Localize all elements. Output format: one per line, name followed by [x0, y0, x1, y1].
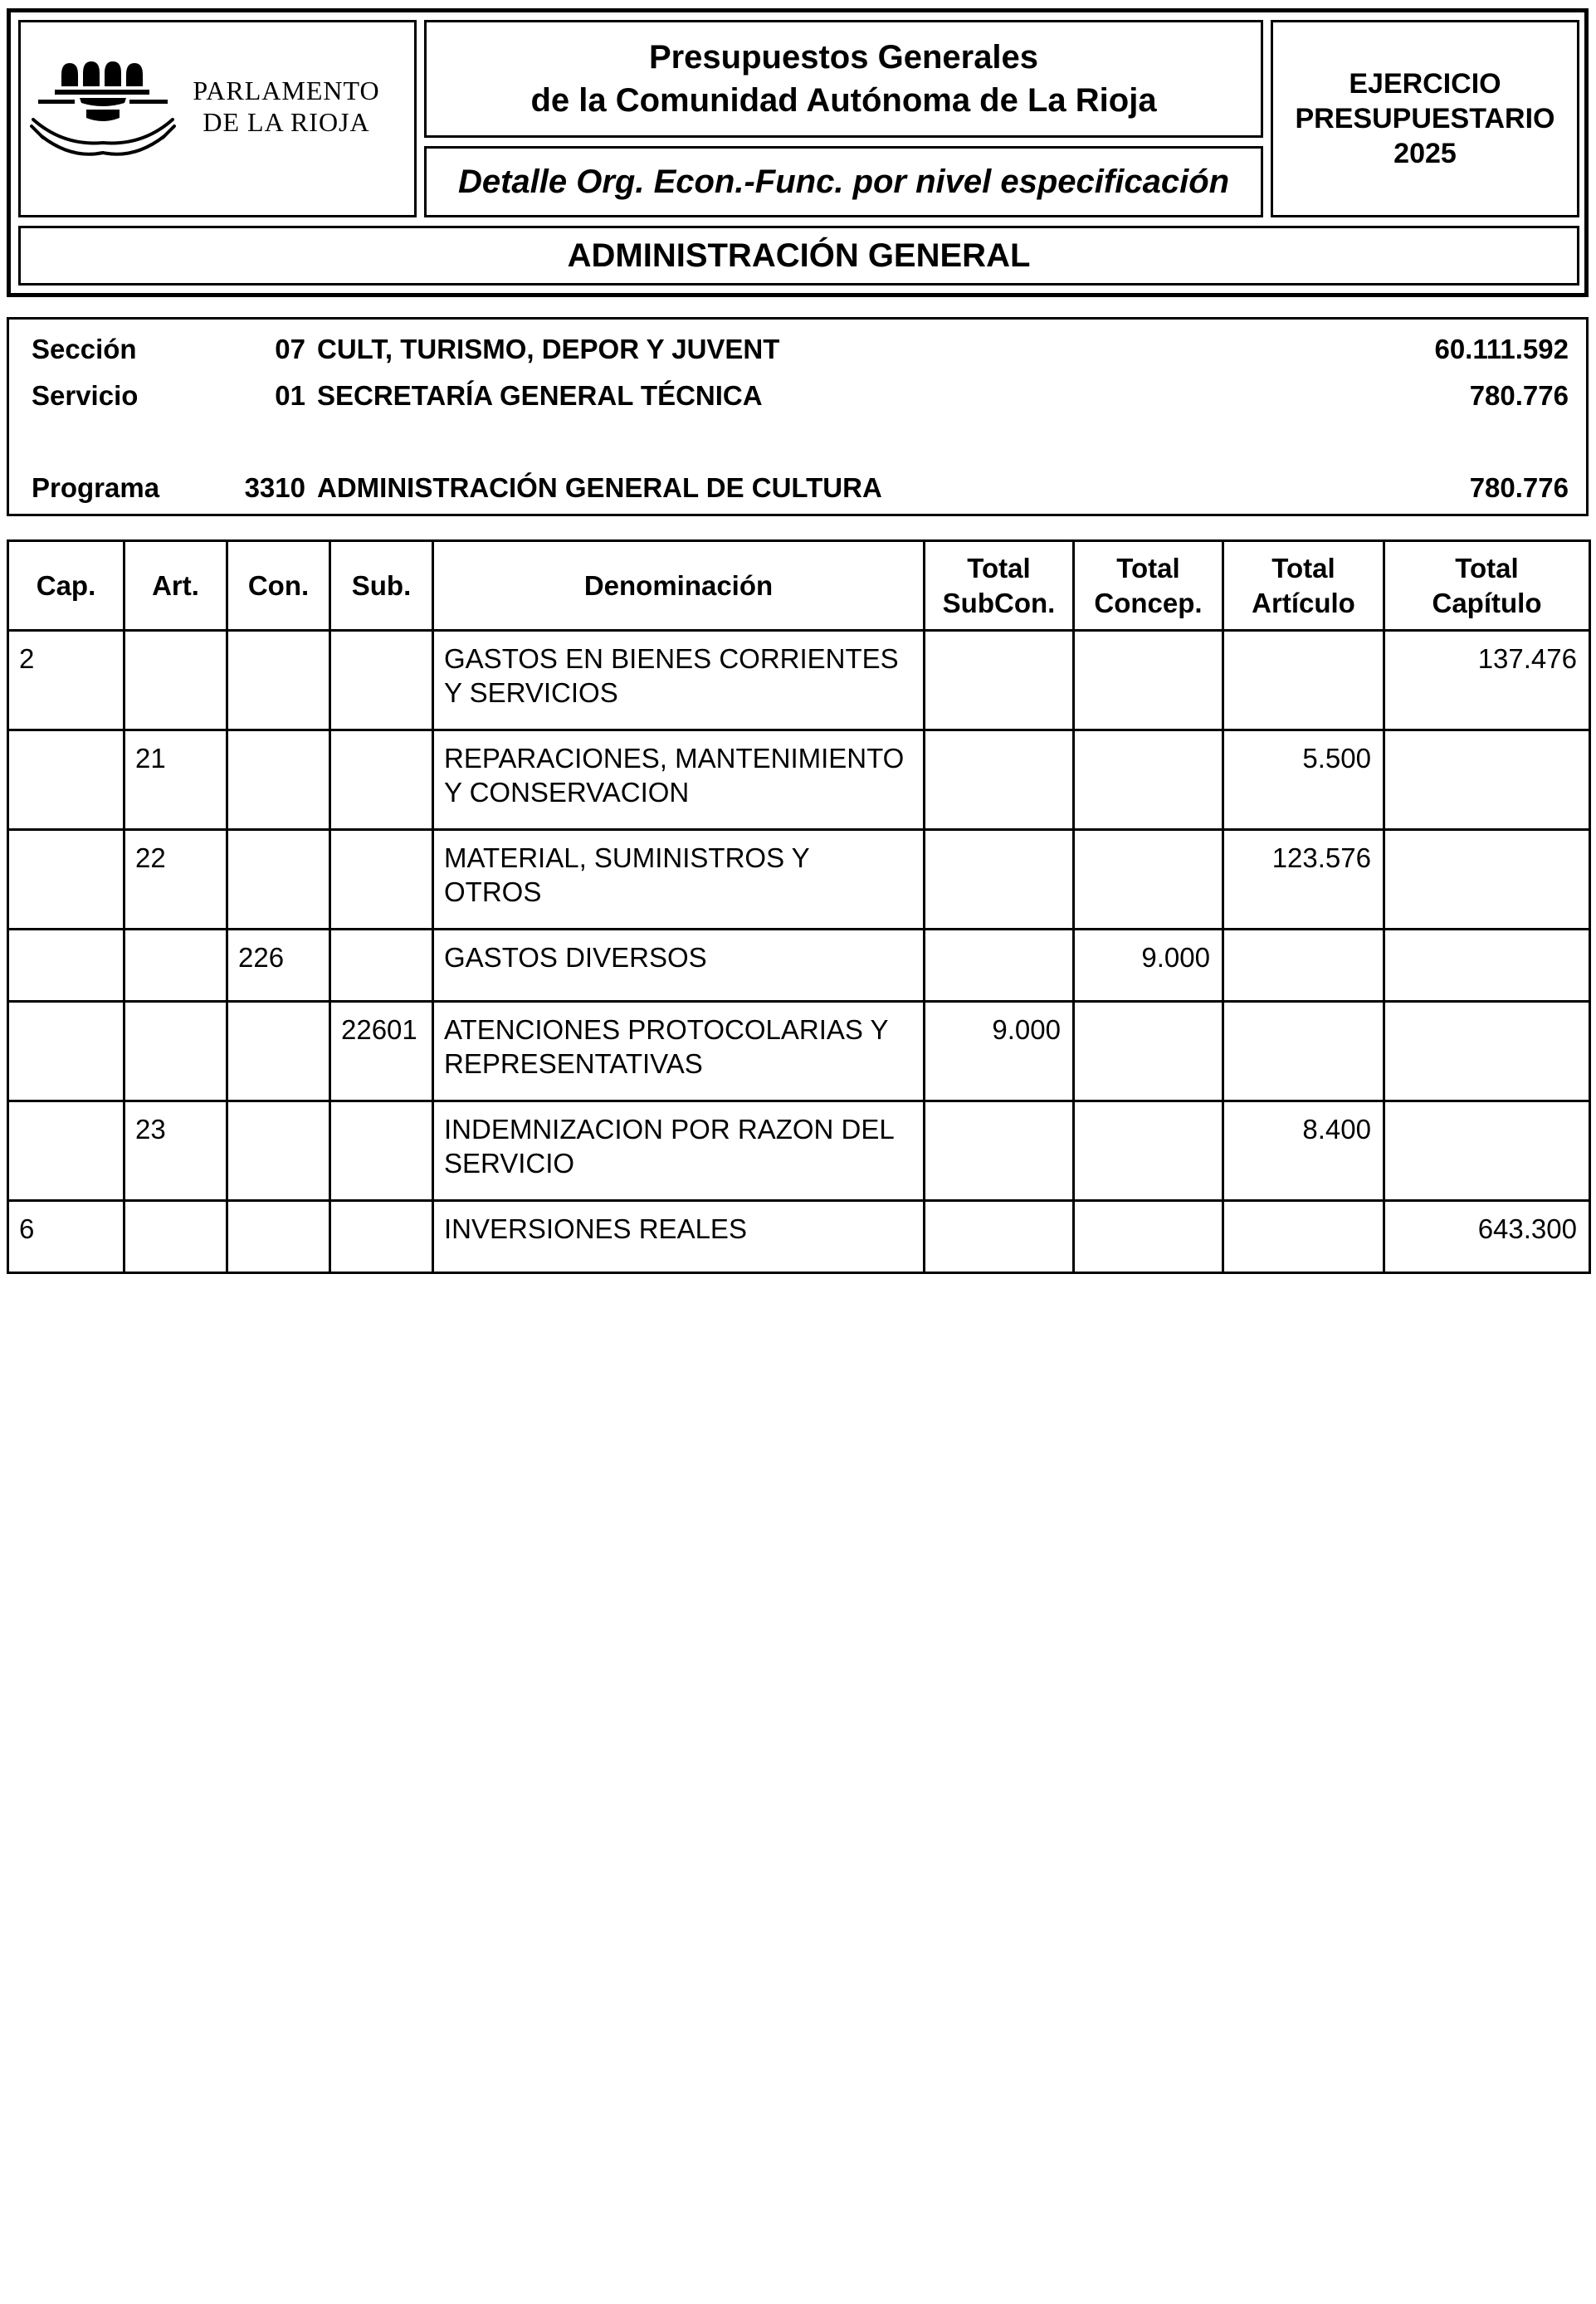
title-line-1: Presupuestos Generales: [648, 39, 1039, 76]
cell-sub: [330, 830, 433, 930]
cell-total-articulo: [1223, 631, 1384, 730]
programa-desc: ADMINISTRACIÓN GENERAL DE CULTURA: [317, 472, 882, 503]
admin-title: ADMINISTRACIÓN GENERAL: [567, 237, 1031, 274]
cell-total-subcon: [925, 631, 1074, 730]
cell-total-concep: 9.000: [1074, 930, 1223, 1002]
cell-denominacion: [433, 930, 925, 1002]
ejercicio-line-2: PRESUPUESTARIO: [1295, 103, 1555, 134]
cell-total-capitulo: [1384, 930, 1590, 1002]
cell-con: [227, 830, 330, 930]
ejercicio-line-1: EJERCICIO: [1349, 68, 1501, 100]
cell-total-subcon: 9.000: [925, 1002, 1074, 1101]
logo-line-1: PARLAMENTO: [193, 76, 380, 105]
table-row: [8, 1201, 1590, 1273]
cell-total-capitulo: 643.300: [1384, 1201, 1590, 1273]
col-header-total-concep-line1: Total: [1116, 552, 1180, 583]
col-header-cap: Cap.: [8, 541, 124, 631]
cell-total-concep: [1074, 730, 1223, 830]
servicio-row: [7, 375, 1589, 417]
cell-total-concep: [1074, 1201, 1223, 1273]
cell-con: [227, 1101, 330, 1201]
col-header-denominacion: Denominación: [433, 541, 925, 631]
col-header-total-articulo-line2: Artículo: [1252, 587, 1355, 618]
cell-art: 21: [124, 730, 227, 830]
col-header-total-capitulo-line1: Total: [1455, 552, 1519, 583]
col-header-total-capitulo: [1384, 541, 1590, 631]
cell-denominacion: [433, 830, 925, 930]
cell-cap: [8, 1101, 124, 1201]
denominacion-line-1: GASTOS DIVERSOS: [444, 942, 707, 973]
cell-total-subcon: [925, 830, 1074, 930]
table-row: [8, 631, 1590, 730]
denominacion-line-2: Y CONSERVACION: [444, 777, 690, 808]
cell-cap: 2: [8, 631, 124, 730]
denominacion-line-2: REPRESENTATIVAS: [444, 1048, 703, 1079]
cell-art: [124, 930, 227, 1002]
programa-label: Programa: [32, 472, 160, 503]
cell-sub: 22601: [330, 1002, 433, 1101]
col-header-total-capitulo-line2: Capítulo: [1432, 587, 1542, 618]
budget-table: [7, 539, 1591, 1274]
cell-con: [227, 1201, 330, 1273]
col-header-total-articulo: [1223, 541, 1384, 631]
denominacion-line-1: REPARACIONES, MANTENIMIENTO: [444, 743, 905, 774]
ejercicio-block: [1271, 20, 1579, 217]
cell-con: [227, 1002, 330, 1101]
cell-total-articulo: [1223, 930, 1384, 1002]
denominacion-line-1: GASTOS EN BIENES CORRIENTES: [444, 643, 899, 674]
cell-sub: [330, 631, 433, 730]
cell-total-capitulo: 137.476: [1384, 631, 1590, 730]
table-header-row: [8, 541, 1590, 631]
denominacion-line-1: ATENCIONES PROTOCOLARIAS Y: [444, 1014, 889, 1045]
table-row: [8, 1002, 1590, 1101]
cell-total-capitulo: [1384, 730, 1590, 830]
cell-total-articulo: 8.400: [1223, 1101, 1384, 1201]
cell-art: [124, 631, 227, 730]
cell-art: [124, 1201, 227, 1273]
col-header-sub: Sub.: [330, 541, 433, 631]
cell-denominacion: [433, 730, 925, 830]
cell-art: 22: [124, 830, 227, 930]
cell-cap: [8, 730, 124, 830]
programa-row: [7, 467, 1589, 509]
cell-cap: [8, 930, 124, 1002]
servicio-label: Servicio: [32, 380, 139, 411]
cell-denominacion: [433, 1101, 925, 1201]
table-row: [8, 930, 1590, 1002]
seccion-row: [7, 329, 1589, 370]
table-row: [8, 1101, 1590, 1201]
document-title: [424, 20, 1263, 138]
denominacion-line-1: INVERSIONES REALES: [444, 1213, 747, 1244]
title-line-2: de la Comunidad Autónoma de La Rioja: [530, 82, 1157, 119]
cell-con: [227, 730, 330, 830]
cell-total-concep: [1074, 1101, 1223, 1201]
cell-total-articulo: 123.576: [1223, 830, 1384, 930]
logo-line-2: DE LA RIOJA: [203, 107, 370, 137]
cell-total-concep: [1074, 631, 1223, 730]
servicio-amount: 780.776: [1469, 380, 1569, 411]
cell-total-capitulo: [1384, 830, 1590, 930]
denominacion-line-2: Y SERVICIOS: [444, 677, 618, 708]
servicio-desc: SECRETARÍA GENERAL TÉCNICA: [317, 380, 763, 411]
cell-total-subcon: [925, 930, 1074, 1002]
col-header-total-subcon-line1: Total: [967, 552, 1031, 583]
servicio-code: 01: [275, 380, 305, 411]
cell-total-capitulo: [1384, 1002, 1590, 1101]
cell-cap: [8, 1002, 124, 1101]
cell-sub: [330, 1201, 433, 1273]
cell-total-articulo: 5.500: [1223, 730, 1384, 830]
cell-art: 23: [124, 1101, 227, 1201]
col-header-total-subcon: [925, 541, 1074, 631]
cell-total-concep: [1074, 830, 1223, 930]
cell-denominacion: [433, 1002, 925, 1101]
cell-total-subcon: [925, 1101, 1074, 1201]
seccion-desc: CULT, TURISMO, DEPOR Y JUVENT: [317, 334, 780, 364]
programa-amount: 780.776: [1469, 472, 1569, 503]
document-subtitle: Detalle Org. Econ.-Func. por nivel especificación: [457, 163, 1230, 200]
cell-total-capitulo: [1384, 1101, 1590, 1201]
cell-sub: [330, 930, 433, 1002]
cell-cap: 6: [8, 1201, 124, 1273]
ejercicio-year: 2025: [1393, 138, 1457, 169]
cell-total-articulo: [1223, 1201, 1384, 1273]
cell-denominacion: [433, 1201, 925, 1273]
cell-con: 226: [227, 930, 330, 1002]
col-header-con: Con.: [227, 541, 330, 631]
cell-denominacion: [433, 631, 925, 730]
cell-total-subcon: [925, 1201, 1074, 1273]
denominacion-line-2: SERVICIO: [444, 1148, 575, 1179]
col-header-total-articulo-line1: Total: [1271, 552, 1335, 583]
cell-total-articulo: [1223, 1002, 1384, 1101]
programa-code: 3310: [244, 472, 305, 503]
table-row: [8, 830, 1590, 930]
cell-sub: [330, 730, 433, 830]
cell-sub: [330, 1101, 433, 1201]
col-header-total-concep: [1074, 541, 1223, 631]
denominacion-line-2: OTROS: [444, 876, 542, 907]
col-header-total-subcon-line2: SubCon.: [942, 587, 1056, 618]
col-header-art: Art.: [124, 541, 227, 631]
cell-cap: [8, 830, 124, 930]
cell-total-concep: [1074, 1002, 1223, 1101]
col-header-total-concep-line2: Concep.: [1094, 587, 1203, 618]
denominacion-line-1: INDEMNIZACION POR RAZON DEL: [444, 1114, 895, 1145]
seccion-code: 07: [275, 334, 305, 364]
cell-con: [227, 631, 330, 730]
seccion-amount: 60.111.592: [1434, 334, 1569, 364]
parliament-emblem-icon: [30, 56, 188, 164]
cell-total-subcon: [925, 730, 1074, 830]
seccion-label: Sección: [32, 334, 137, 364]
cell-art: [124, 1002, 227, 1101]
table-row: [8, 730, 1590, 830]
logo-text: [174, 75, 398, 138]
denominacion-line-1: MATERIAL, SUMINISTROS Y: [444, 842, 810, 873]
